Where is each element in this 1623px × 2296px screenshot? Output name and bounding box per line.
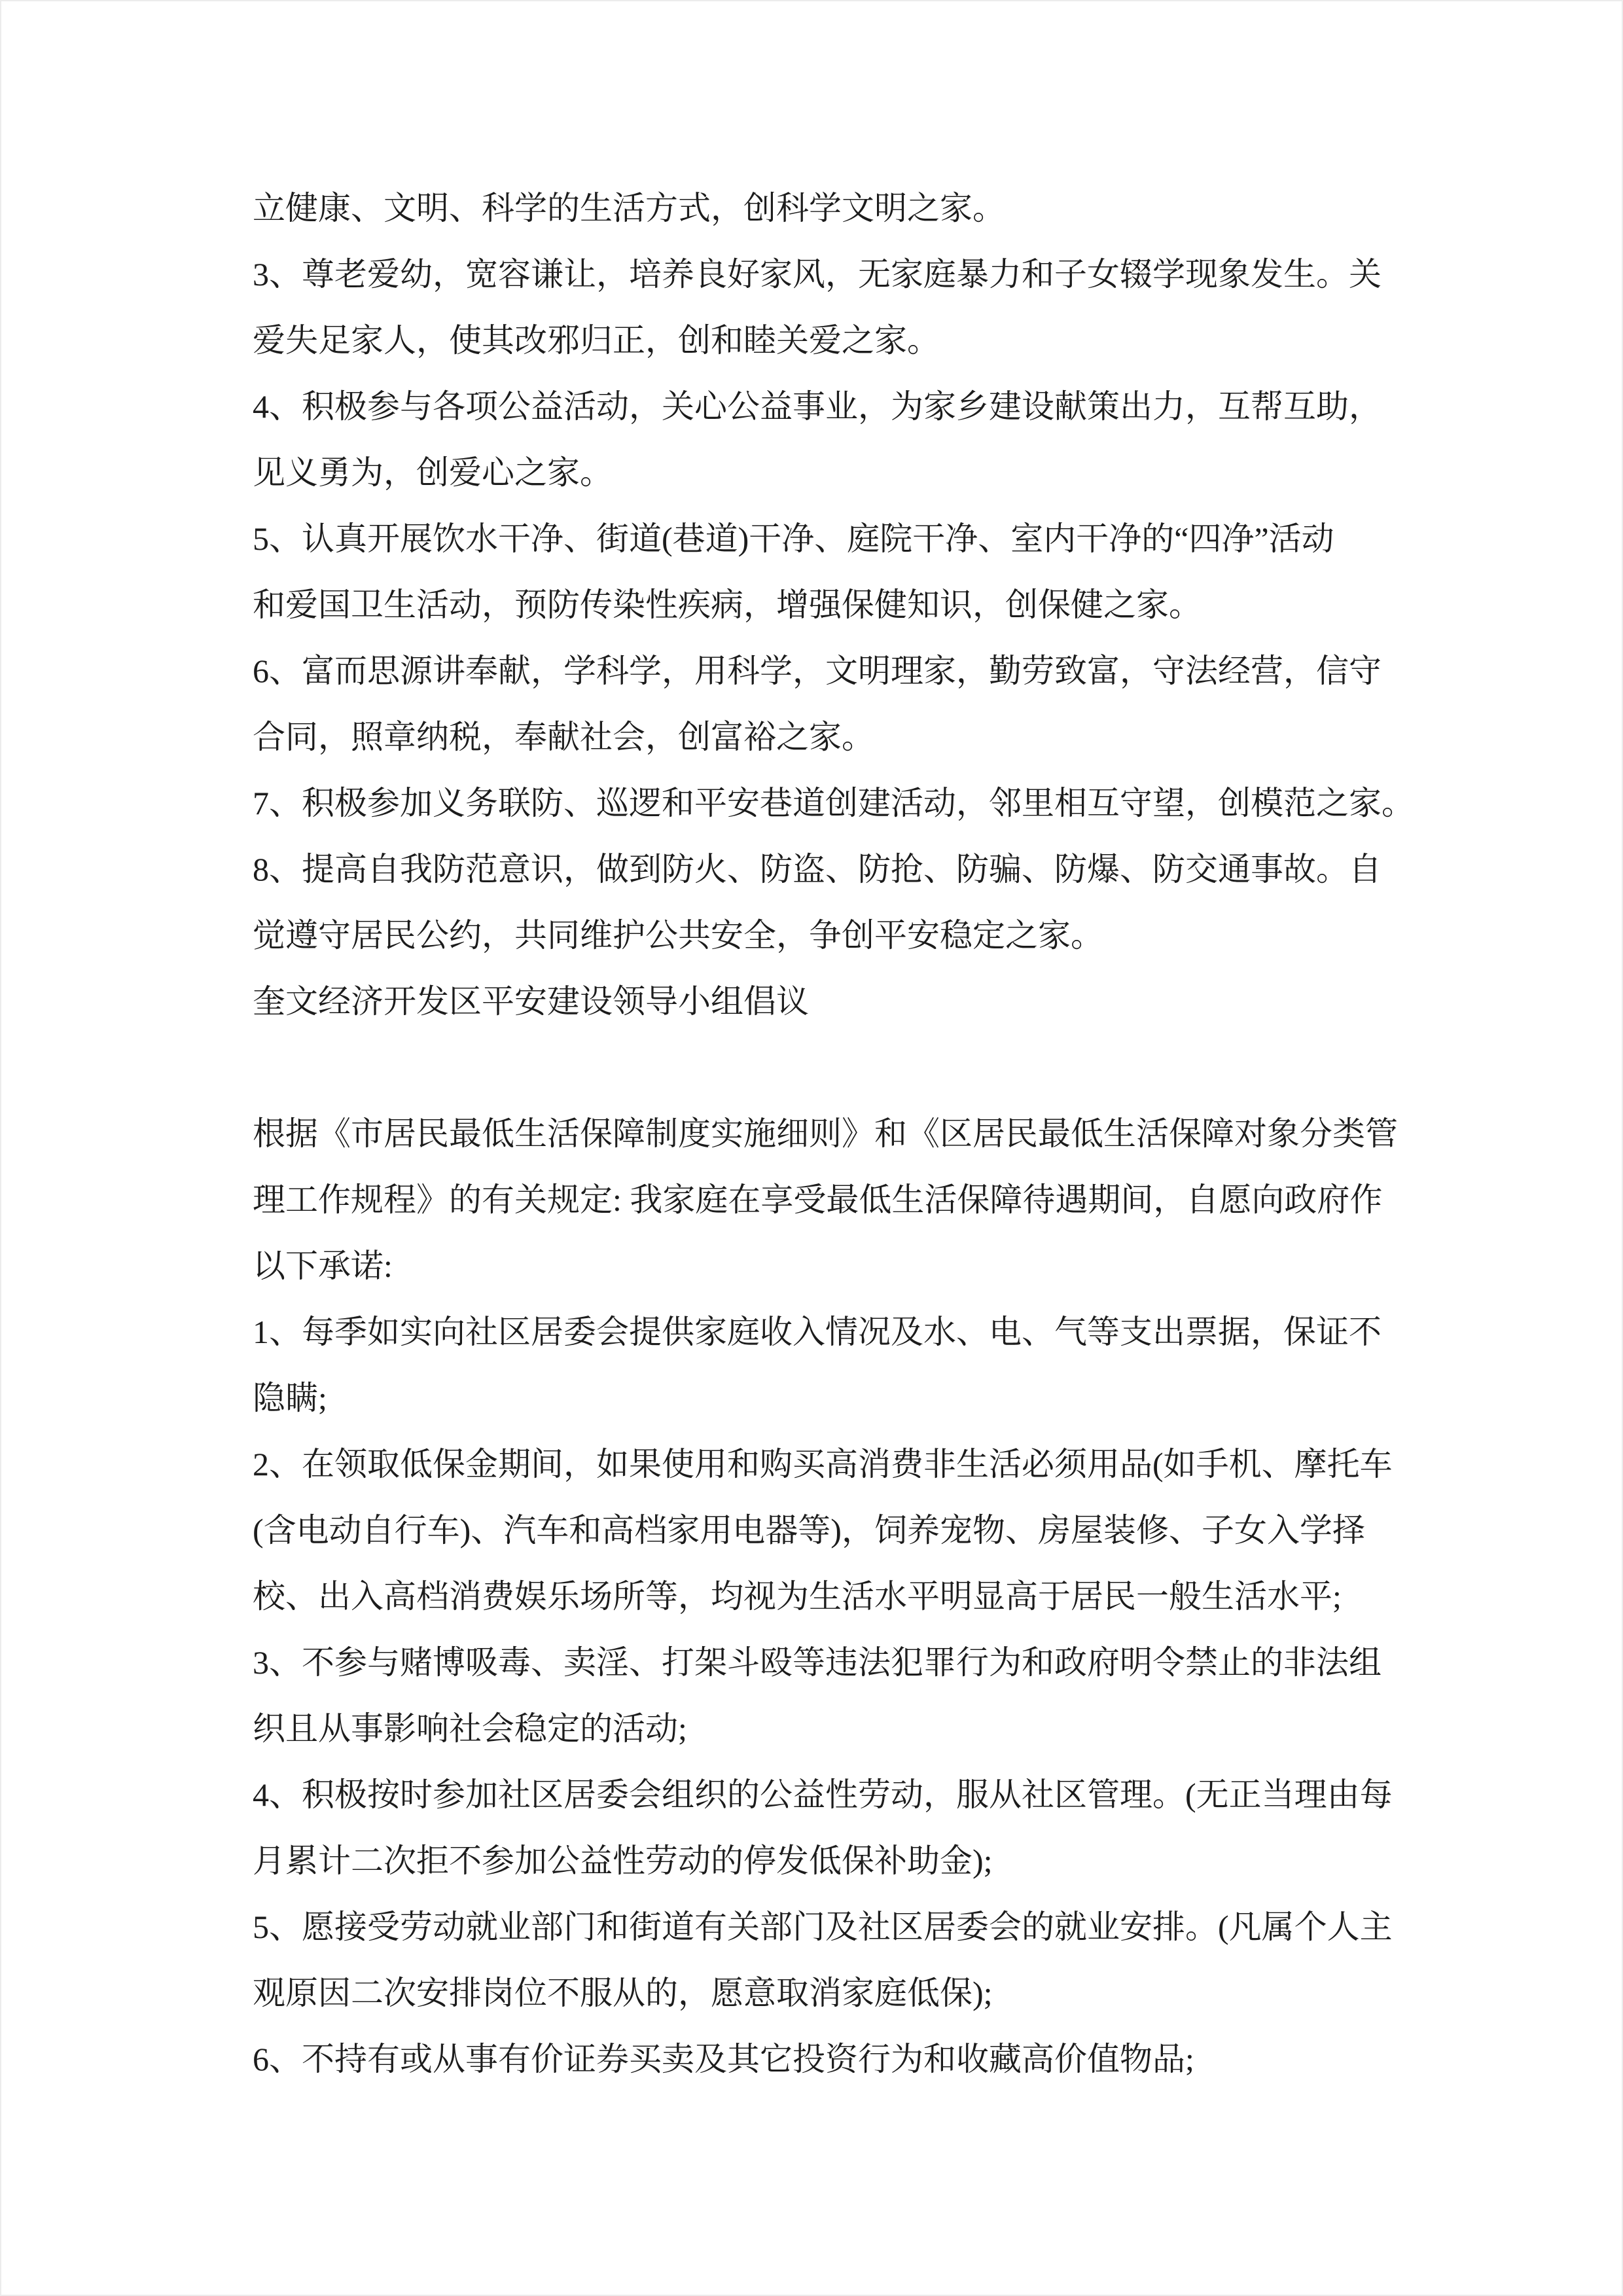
text-line: 立健康、文明、科学的生活方式，创科学文明之家。	[253, 190, 1005, 226]
text-line: 4、积极参与各项公益活动，关心公益事业，为家乡建设献策出力，互帮互助，	[253, 388, 1382, 425]
text-line: 2、在领取低保金期间，如果使用和购买高消费非生活必须用品(如手机、摩托车	[253, 1446, 1393, 1482]
text-line: 8、提高自我防范意识，做到防火、防盗、防抢、防骗、防爆、防交通事故。自	[253, 851, 1382, 888]
text-line: 校、出入高档消费娱乐场所等，均视为生活水平明显高于居民一般生活水平;	[253, 1578, 1342, 1615]
attribution-line: 奎文经济开发区平安建设领导小组倡议	[253, 983, 809, 1020]
text-line: 根据《市居民最低生活保障制度实施细则》和《区居民最低生活保障对象分类管	[253, 1115, 1398, 1152]
text-line: 合同，照章纳税，奉献社会，创富裕之家。	[253, 719, 874, 755]
text-line: 3、尊老爱幼，宽容谦让，培养良好家风，无家庭暴力和子女辍学现象发生。关	[253, 256, 1382, 293]
text-line: 7、积极参加义务联防、巡逻和平安巷道创建活动，邻里相互守望，创模范之家。	[253, 785, 1414, 821]
text-line: 和爱国卫生活动，预防传染性疾病，增强保健知识，创保健之家。	[253, 586, 1202, 623]
text-line: 织且从事影响社会稳定的活动;	[253, 1710, 687, 1747]
text-line: 觉遵守居民公约，共同维护公共安全，争创平安稳定之家。	[253, 917, 1103, 954]
text-line: 6、富而思源讲奉献，学科学，用科学，文明理家，勤劳致富，守法经营，信守	[253, 653, 1382, 689]
text-line: 3、不参与赌博吸毒、卖淫、打架斗殴等违法犯罪行为和政府明令禁止的非法组	[253, 1644, 1382, 1681]
text-line: 隐瞒;	[253, 1380, 327, 1416]
text-line: 4、积极按时参加社区居委会组织的公益性劳动，服从社区管理。(无正当理由每	[253, 1776, 1393, 1813]
text-line: 爱失足家人，使其改邪归正，创和睦关爱之家。	[253, 322, 940, 359]
text-line: 1、每季如实向社区居委会提供家庭收入情况及水、电、气等支出票据，保证不	[253, 1314, 1382, 1350]
text-line: 6、不持有或从事有价证券买卖及其它投资行为和收藏高价值物品;	[253, 2041, 1194, 2077]
text-line: 5、认真开展饮水干净、街道(巷道)干净、庭院干净、室内干净的“四净”活动	[253, 520, 1334, 557]
text-line: (含电动自行车)、汽车和高档家用电器等)，饲养宠物、房屋装修、子女入学择	[253, 1512, 1365, 1549]
blank-line	[253, 1035, 1404, 1101]
document-text	[253, 175, 1414, 2092]
text-line: 观原因二次安排岗位不服从的，愿意取消家庭低保);	[253, 1975, 993, 2011]
text-line: 理工作规程》的有关规定: 我家庭在享受最低生活保障待遇期间，自愿向政府作	[253, 1181, 1383, 1218]
text-line: 见义勇为，创爱心之家。	[253, 454, 613, 491]
text-line: 以下承诺:	[253, 1247, 393, 1284]
text-line: 月累计二次拒不参加公益性劳动的停发低保补助金);	[253, 1842, 993, 1879]
text-line: 5、愿接受劳动就业部门和街道有关部门及社区居委会的就业安排。(凡属个人主	[253, 1909, 1393, 1945]
